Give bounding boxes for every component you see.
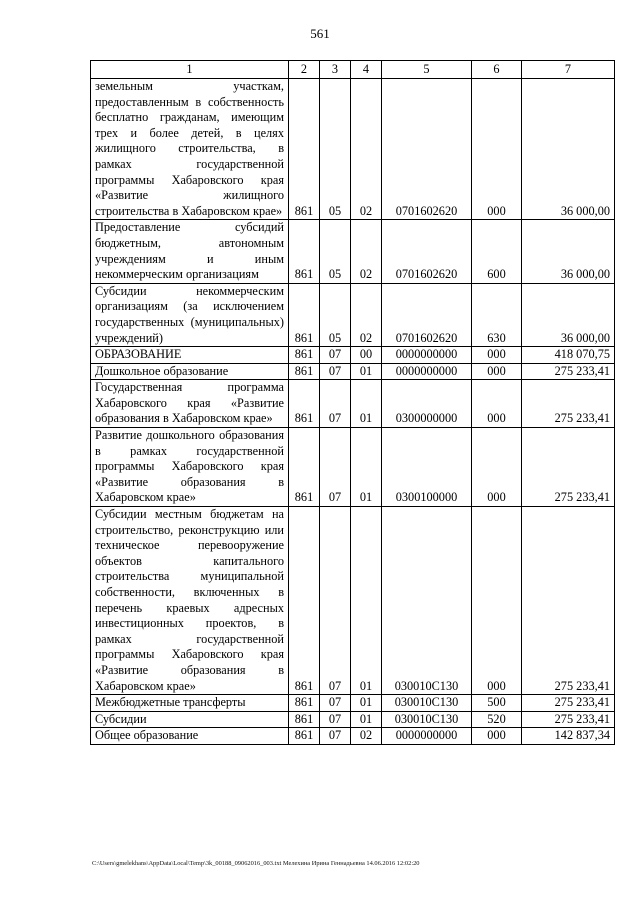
ministry-code: 861 [289, 220, 320, 283]
table-row [91, 79, 615, 220]
row-name: Общее образование [91, 728, 289, 745]
table-row [91, 363, 615, 380]
target-article-code: 0000000000 [382, 363, 472, 380]
ministry-code: 861 [289, 695, 320, 712]
target-article-code: 0000000000 [382, 728, 472, 745]
target-article-code: 0300000000 [382, 380, 472, 428]
ministry-code: 861 [289, 363, 320, 380]
section-code: 07 [320, 428, 351, 507]
expense-type-code: 000 [472, 428, 522, 507]
column-header-1: 1 [91, 61, 289, 79]
section-code: 07 [320, 728, 351, 745]
column-header-5: 5 [382, 61, 472, 79]
subsection-code: 00 [351, 347, 382, 364]
target-article-code: 030010С130 [382, 711, 472, 728]
row-name: Субсидии некоммерческим организациям (за исключением государственных (муниципальных) учреждений) [91, 283, 289, 346]
target-article-code: 030010С130 [382, 507, 472, 695]
subsection-code: 02 [351, 220, 382, 283]
subsection-code: 01 [351, 711, 382, 728]
target-article-code: 030010С130 [382, 695, 472, 712]
ministry-code: 861 [289, 79, 320, 220]
amount: 275 233,41 [522, 380, 615, 428]
expense-type-code: 600 [472, 220, 522, 283]
row-name: ОБРАЗОВАНИЕ [91, 347, 289, 364]
page-number: 561 [310, 26, 330, 41]
expense-type-code: 000 [472, 728, 522, 745]
column-header-7: 7 [522, 61, 615, 79]
amount: 275 233,41 [522, 507, 615, 695]
amount: 36 000,00 [522, 220, 615, 283]
amount: 36 000,00 [522, 79, 615, 220]
column-header-3: 3 [320, 61, 351, 79]
ministry-code: 861 [289, 507, 320, 695]
expense-type-code: 000 [472, 363, 522, 380]
budget-table [90, 60, 615, 745]
table-row [91, 711, 615, 728]
section-code: 07 [320, 695, 351, 712]
expense-type-code: 000 [472, 79, 522, 220]
subsection-code: 01 [351, 363, 382, 380]
amount: 275 233,41 [522, 428, 615, 507]
row-name: Предоставление субсидий бюджетным, автономным учреждениям и иным некоммерческим организациям [91, 220, 289, 283]
ministry-code: 861 [289, 728, 320, 745]
column-header-4: 4 [351, 61, 382, 79]
expense-type-code: 630 [472, 283, 522, 346]
section-code: 07 [320, 363, 351, 380]
ministry-code: 861 [289, 428, 320, 507]
row-name: Субсидии [91, 711, 289, 728]
table-row [91, 380, 615, 428]
amount: 275 233,41 [522, 363, 615, 380]
table-row [91, 220, 615, 283]
table-row [91, 728, 615, 745]
ministry-code: 861 [289, 347, 320, 364]
amount: 275 233,41 [522, 711, 615, 728]
table-row [91, 507, 615, 695]
target-article-code: 0000000000 [382, 347, 472, 364]
ministry-code: 861 [289, 283, 320, 346]
row-name: земельным участкам, предоставленным в собственность бесплатно гражданам, имеющим трех и более детей, в целях жилищного строительства, в рамках государственной программы Хабаровского края «Развитие жилищного строительства в Хабаровском крае» [91, 79, 289, 220]
section-code: 05 [320, 220, 351, 283]
table-row [91, 347, 615, 364]
row-name: Субсидии местным бюджетам на строительство, реконструкцию или техническое перевооружение объектов капитального строительства муниципальной собственности, включенных в перечень краевых адресных инвестиционных проектов, в рамках государственной программы Хабаровского края «Развитие образования в Хабаровском крае» [91, 507, 289, 695]
target-article-code: 0701602620 [382, 220, 472, 283]
header-row [91, 61, 615, 79]
row-name: Дошкольное образование [91, 363, 289, 380]
table-row [91, 283, 615, 346]
amount: 275 233,41 [522, 695, 615, 712]
section-code: 07 [320, 507, 351, 695]
expense-type-code: 500 [472, 695, 522, 712]
amount: 418 070,75 [522, 347, 615, 364]
amount: 36 000,00 [522, 283, 615, 346]
target-article-code: 0701602620 [382, 283, 472, 346]
expense-type-code: 520 [472, 711, 522, 728]
subsection-code: 02 [351, 728, 382, 745]
subsection-code: 01 [351, 380, 382, 428]
subsection-code: 02 [351, 283, 382, 346]
ministry-code: 861 [289, 380, 320, 428]
table-row [91, 428, 615, 507]
subsection-code: 01 [351, 695, 382, 712]
section-code: 07 [320, 347, 351, 364]
row-name: Государственная программа Хабаровского края «Развитие образования в Хабаровском крае» [91, 380, 289, 428]
table-body [91, 79, 615, 745]
ministry-code: 861 [289, 711, 320, 728]
expense-type-code: 000 [472, 380, 522, 428]
section-code: 05 [320, 283, 351, 346]
subsection-code: 01 [351, 507, 382, 695]
table-header [91, 61, 615, 79]
row-name: Межбюджетные трансферты [91, 695, 289, 712]
column-header-2: 2 [289, 61, 320, 79]
amount: 142 837,34 [522, 728, 615, 745]
subsection-code: 01 [351, 428, 382, 507]
expense-type-code: 000 [472, 347, 522, 364]
target-article-code: 0300100000 [382, 428, 472, 507]
subsection-code: 02 [351, 79, 382, 220]
expense-type-code: 000 [472, 507, 522, 695]
row-name: Развитие дошкольного образования в рамках государственной программы Хабаровского края «Развитие образования в Хабаровском крае» [91, 428, 289, 507]
section-code: 07 [320, 711, 351, 728]
target-article-code: 0701602620 [382, 79, 472, 220]
document-footer-path: C:\Users\gmelekhans\AppData\Local\Temp\3k_00188_09062016_003.txt Мелехина Ирина Геннадьевна 14.06.2016 12:02:20 [92, 860, 420, 867]
column-header-6: 6 [472, 61, 522, 79]
table-row [91, 695, 615, 712]
section-code: 05 [320, 79, 351, 220]
section-code: 07 [320, 380, 351, 428]
